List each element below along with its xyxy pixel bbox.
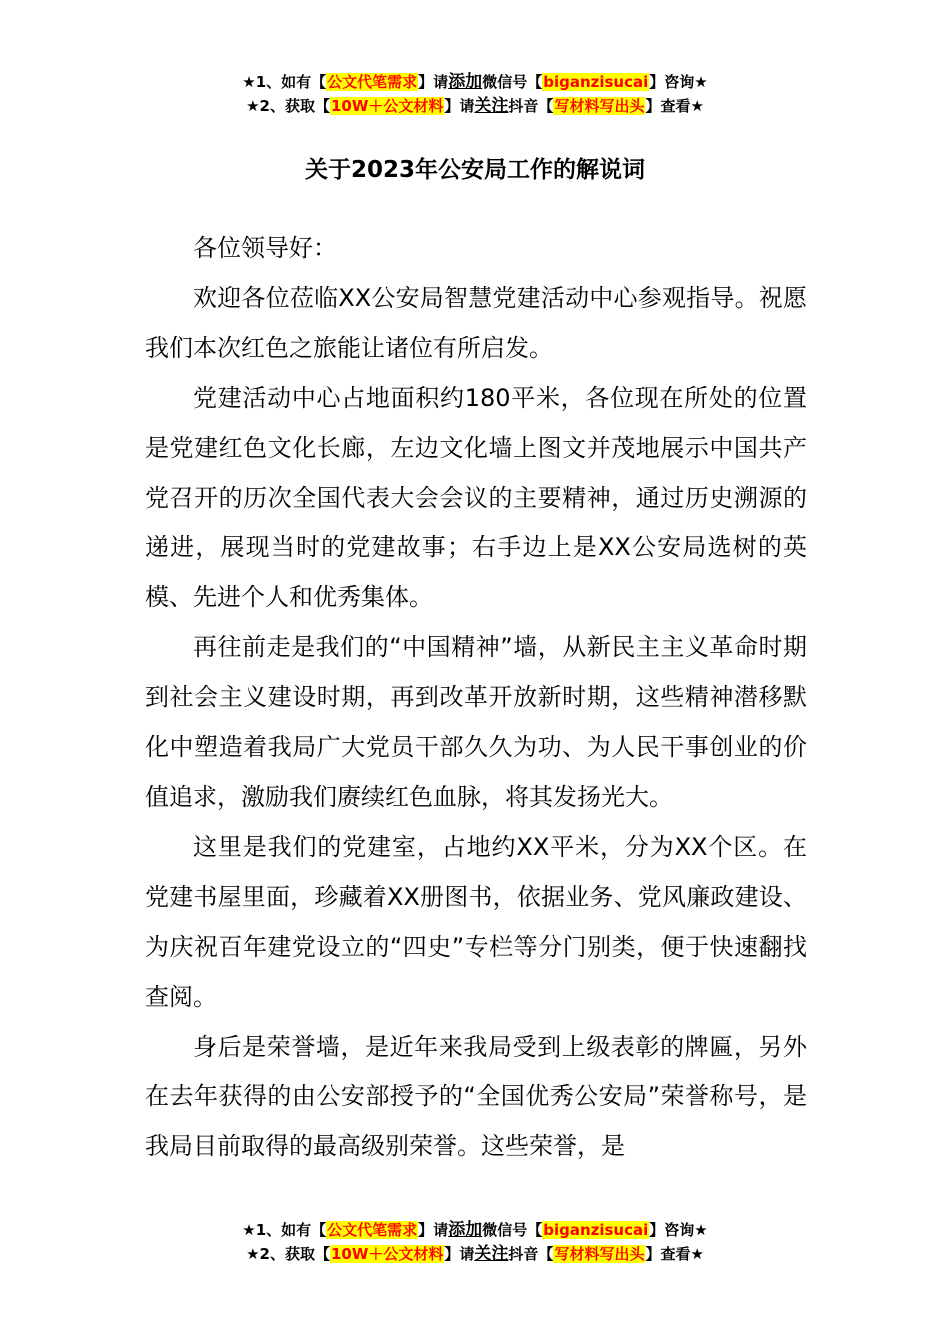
emphasis-add: 添加 <box>448 72 483 92</box>
header-banner <box>0 70 950 118</box>
banner-text: 】查看★ <box>645 1245 704 1263</box>
douyin-account: 写材料写出头 <box>554 97 645 115</box>
highlight-service: 公文代笔需求 <box>327 1221 418 1239</box>
emphasis-add: 添加 <box>448 1220 483 1240</box>
banner-text: 抖音【 <box>508 1245 554 1263</box>
banner-line-consult <box>0 1218 950 1242</box>
banner-text: ★2、获取【 <box>246 97 330 115</box>
banner-text: 】查看★ <box>645 97 704 115</box>
banner-text: 】请 <box>444 1245 475 1263</box>
banner-line-consult <box>0 70 950 94</box>
banner-text: 抖音【 <box>508 97 554 115</box>
douyin-account: 写材料写出头 <box>554 1245 645 1263</box>
banner-text: ★2、获取【 <box>246 1245 330 1263</box>
banner-text: ★1、如有【 <box>242 1221 327 1239</box>
document-body <box>145 224 807 1172</box>
banner-text: 】咨询★ <box>649 73 708 91</box>
banner-text: 】请 <box>418 73 449 91</box>
emphasis-follow: 关注 <box>474 1244 509 1264</box>
paragraph-spirit-wall: 再往前走是我们的“中国精神”墙，从新民主主义革命时期到社会主义建设时期，再到改革开放新时期，这些精神潜移默化中塑造着我局广大党员干部久久为功、为人民干事创业的价值追求，激励我们赓续红色血脉，将其发扬光大。 <box>145 633 807 811</box>
banner-text: ★1、如有【 <box>242 73 327 91</box>
wechat-id: biganzisucai <box>543 73 649 91</box>
emphasis-follow: 关注 <box>474 96 509 116</box>
paragraph-welcome: 欢迎各位莅临XX公安局智慧党建活动中心参观指导。祝愿我们本次红色之旅能让诸位有所启发。 <box>145 283 807 362</box>
document-title: 关于2023年公安局工作的解说词 <box>304 157 645 183</box>
banner-line-materials <box>0 94 950 118</box>
paragraph-corridor: 党建活动中心占地面积约180平米，各位现在所处的位置是党建红色文化长廊，左边文化墙上图文并茂地展示中国共产党召开的历次全国代表大会会议的主要精神，通过历史溯源的递进，展现当时的党建故事；右手边上是XX公安局选树的英模、先进个人和优秀集体。 <box>145 383 807 612</box>
highlight-materials: 10W＋公文材料 <box>330 97 444 115</box>
banner-line-materials <box>0 1242 950 1266</box>
paragraph-honor-wall: 身后是荣誉墙，是近年来我局受到上级表彰的牌匾，另外在去年获得的由公安部授予的“全国优秀公安局”荣誉称号，是我局目前取得的最高级别荣誉。这些荣誉，是 <box>145 1032 807 1161</box>
footer-banner <box>0 1218 950 1266</box>
highlight-materials: 10W＋公文材料 <box>330 1245 444 1263</box>
banner-text: 微信号【 <box>482 73 543 91</box>
paragraph-party-room: 这里是我们的党建室，占地约XX平米，分为XX个区。在党建书屋里面，珍藏着XX册图书，依据业务、党风廉政建设、为庆祝百年建党设立的“四史”专栏等分门别类，便于快速翻找查阅。 <box>145 832 807 1011</box>
banner-text: 微信号【 <box>482 1221 543 1239</box>
highlight-service: 公文代笔需求 <box>327 73 418 91</box>
banner-text: 】请 <box>444 97 475 115</box>
banner-text: 】请 <box>418 1221 449 1239</box>
wechat-id: biganzisucai <box>543 1221 649 1239</box>
paragraph-greeting: 各位领导好： <box>193 234 337 262</box>
banner-text: 】咨询★ <box>649 1221 708 1239</box>
